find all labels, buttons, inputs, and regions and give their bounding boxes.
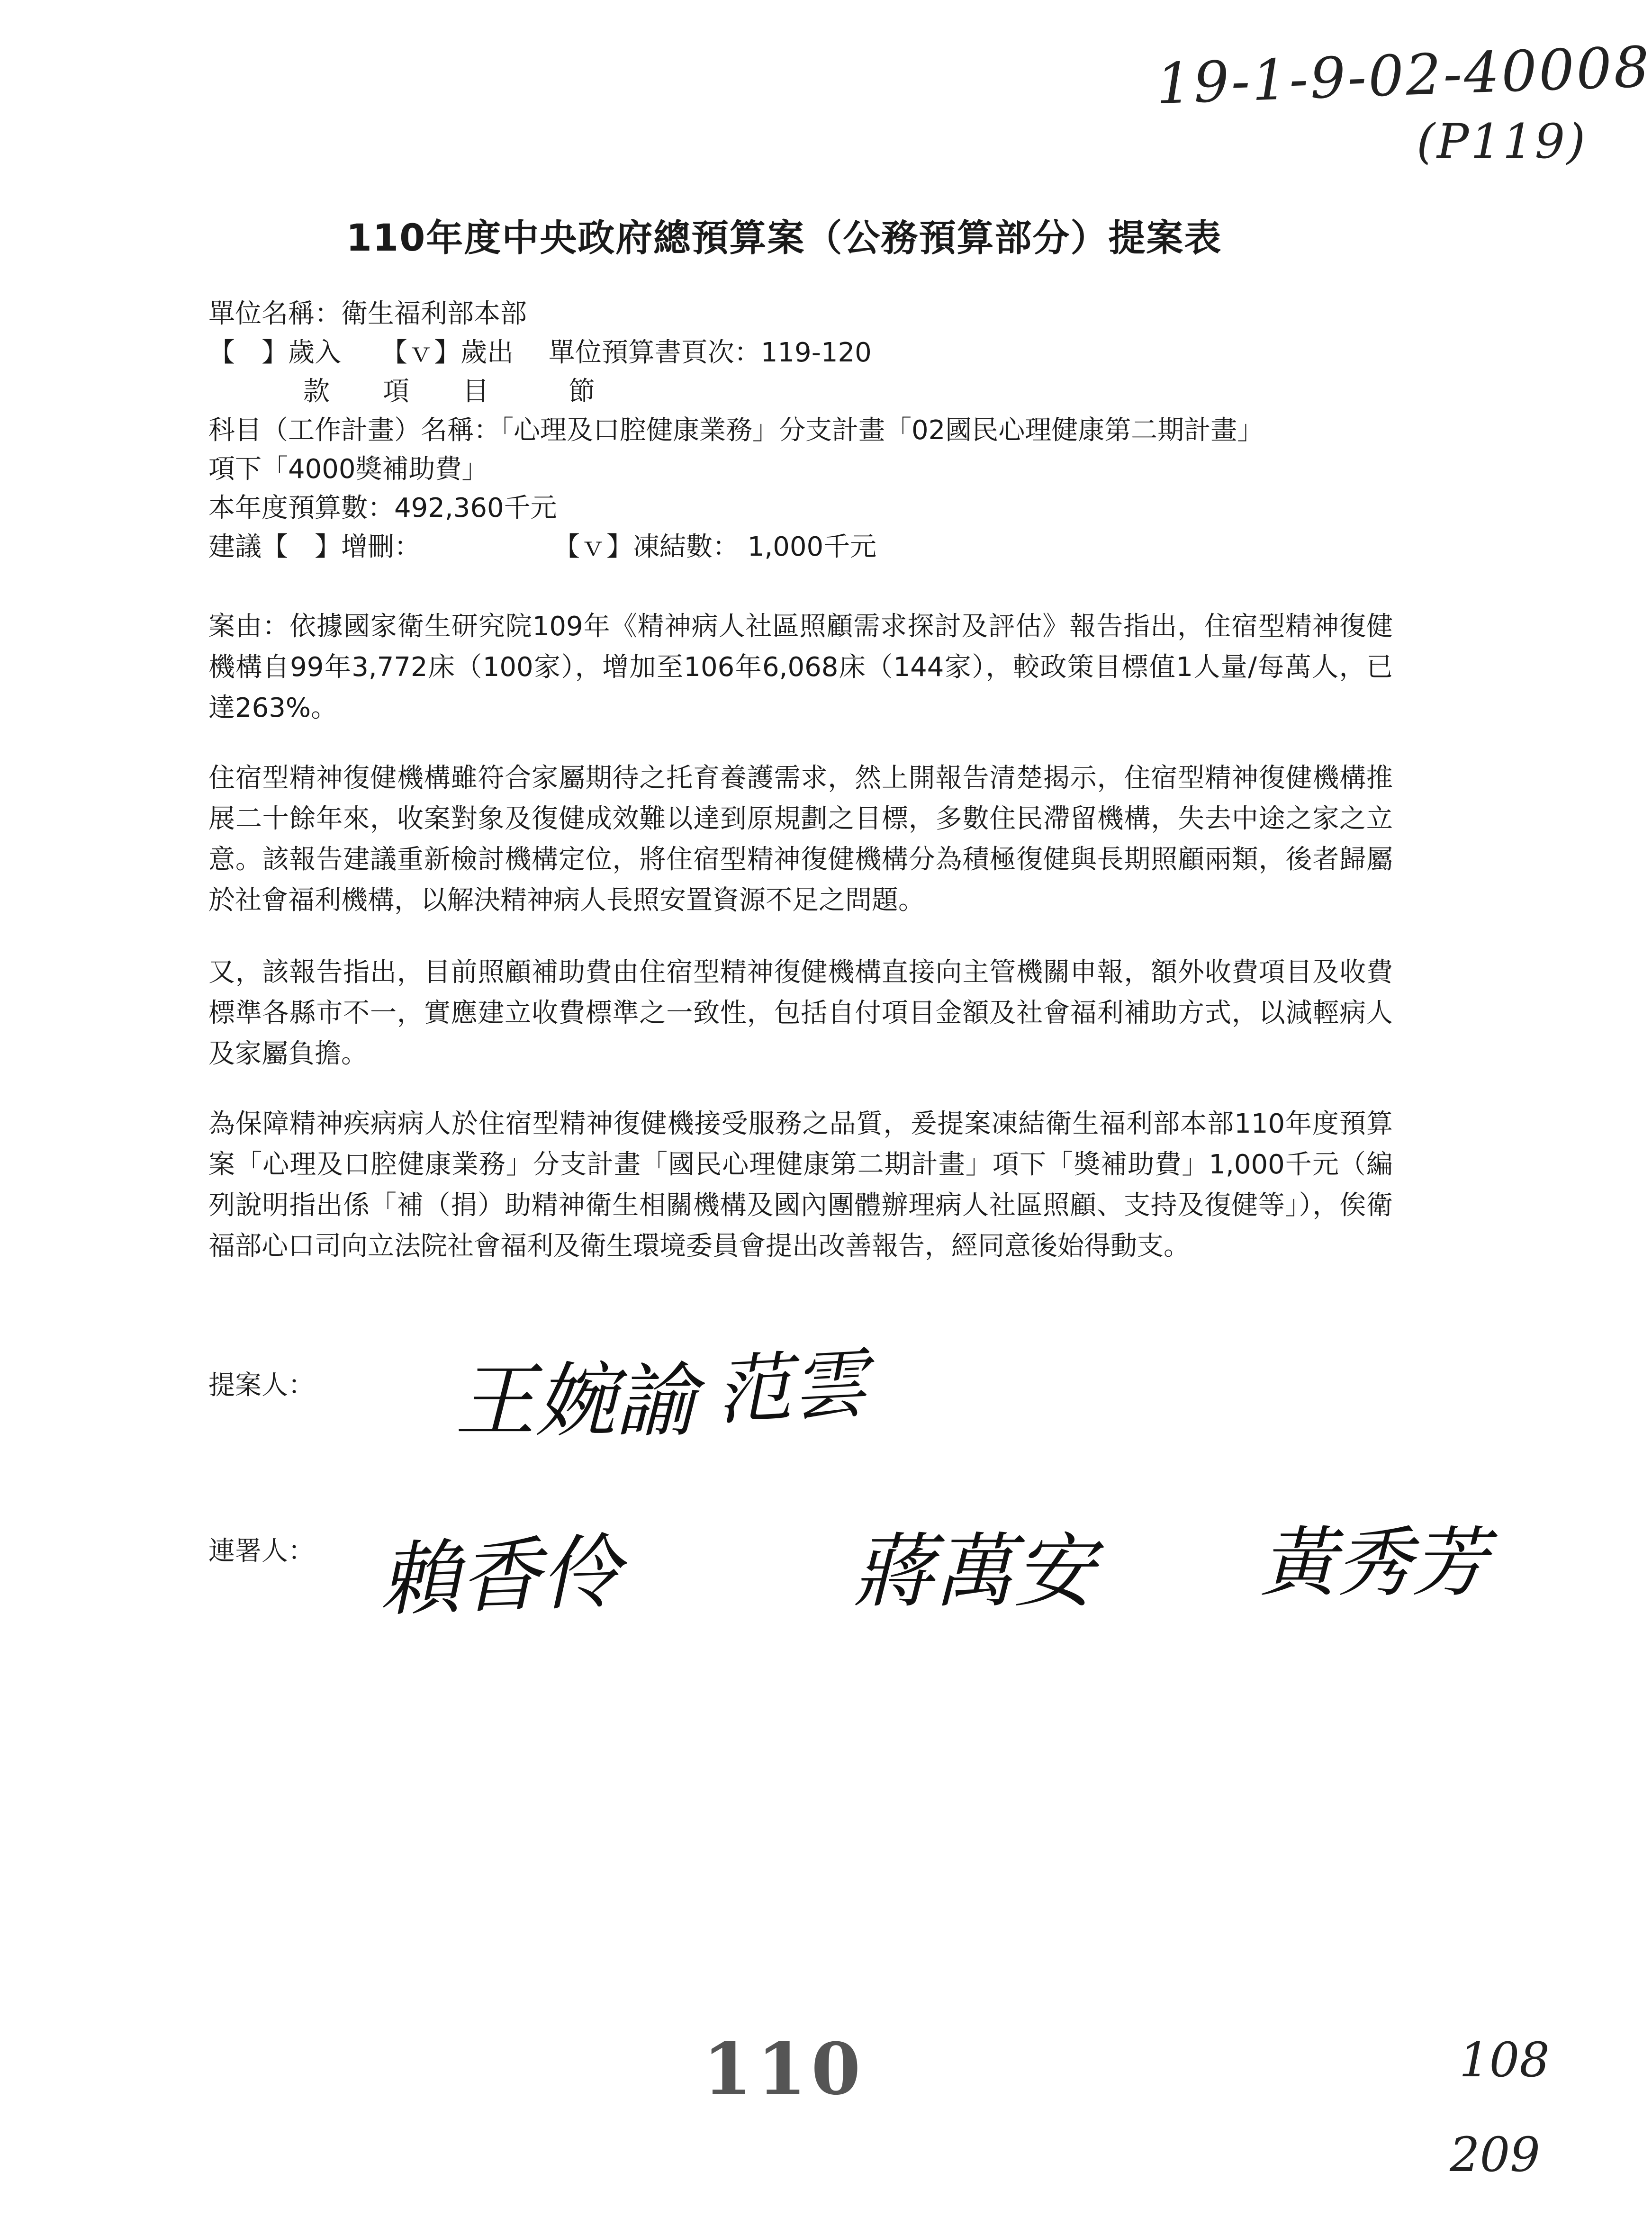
handwritten-page-ref: (P119) [1417,114,1588,169]
subject-item: 項下「4000獎補助費」 [208,454,488,485]
cosigner-label: 連署人： [208,1536,315,1567]
cosigner-signature: 賴香伶 [378,1525,623,1628]
budget-amount: 本年度預算數：492,360千元 [208,493,557,523]
handwritten-corner-number: 209 [1450,2127,1540,2182]
subject-levels: 款 項 目 節 [303,376,595,407]
proposer-signature: 范雲 [713,1339,870,1436]
paragraph-2: 住宿型精神復健機構雖符合家屬期待之托育養護需求，然上開報告清楚揭示，住宿型精神復健機構推展二十餘年來，收案對象及復健成效難以達到原規劃之目標，多數住民滯留機構，失去中途之家之立意。該報告建議重新檢討機構定位，將住宿型精神復健機構分為積極復健與長期照顧兩類，後者歸屬於社會福利機構，以解決精神病人長照安置資源不足之問題。 [208,763,1393,916]
proposal-type: 建議【 】增刪： 【ｖ】凍結數： 1,000千元 [208,532,877,562]
paragraph-reason: 案由：依據國家衛生研究院109年《精神病人社區照顧需求探討及評估》報告指出，住宿型精神復健機構自99年3,772床（100家），增加至106年6,068床（144家），較政策目標值1人量/每萬人，已達263%。 [208,611,1393,723]
document-title: 110年度中央政府總預算案（公務預算部分）提案表 [346,217,1222,260]
cosigner-signature: 蔣萬安 [853,1525,1095,1619]
paragraph-3: 又，該報告指出，目前照顧補助費由住宿型精神復健機構直接向主管機關申報，額外收費項目及收費標準各縣市不一，實應建立收費標準之一致性，包括自付項目金額及社會福利補助方式，以減輕病人及家屬負擔。 [208,957,1393,1069]
proposer-signature: 王婉諭 [455,1354,697,1448]
page-number: 110 [703,2028,866,2111]
cosigner-signature: 黃秀芳 [1260,1518,1488,1607]
handwritten-corner-number: 108 [1459,2032,1550,2088]
handwritten-doc-number: 19-1-9-02-40008 [1155,34,1652,117]
subject-name: 科目（工作計畫）名稱：「心理及口腔健康業務」分支計畫「02國民心理健康第二期計畫」 [208,415,1264,446]
paragraph-4: 為保障精神疾病病人於住宿型精神復健機接受服務之品質，爰提案凍結衛生福利部本部110年度預算案「心理及口腔健康業務」分支計畫「國民心理健康第二期計畫」項下「獎補助費」1,000千元（編列說明指出係「補（捐）助精神衛生相關機構及國內團體辦理病人社區照顧、支持及復健等」），俟衛福部心口司向立法院社會福利及衛生環境委員會提出改善報告，經同意後始得動支。 [208,1108,1393,1262]
proposer-label: 提案人： [208,1370,315,1401]
unit-name: 單位名稱：衛生福利部本部 [208,298,527,329]
revenue-expense-type: 【 】歲入 【ｖ】歲出 單位預算書頁次：119-120 [208,337,872,368]
